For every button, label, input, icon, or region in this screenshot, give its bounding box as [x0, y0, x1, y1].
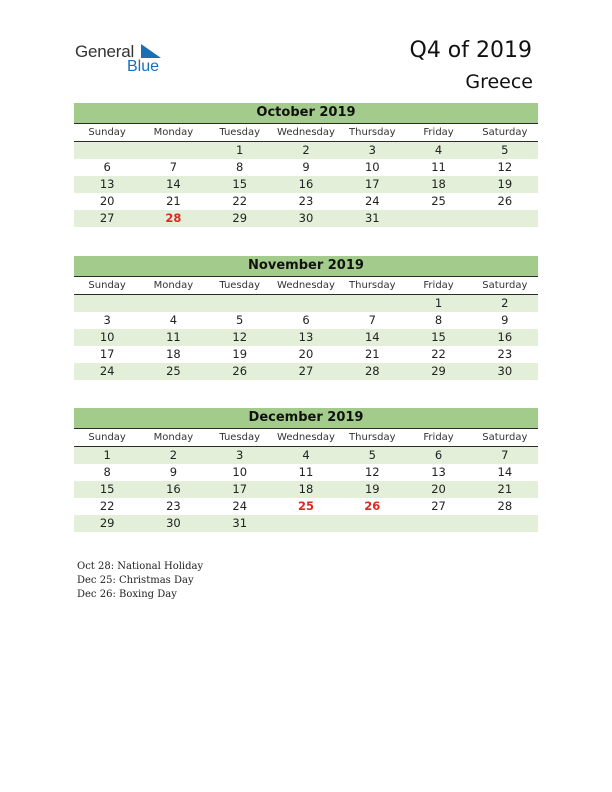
empty-date-cell [405, 210, 471, 227]
week-row [74, 464, 538, 481]
holiday-date-cell: 25 [297, 499, 314, 513]
date-cell: 6 [302, 313, 310, 327]
date-cell: 13 [99, 177, 115, 191]
weekday-label: Sunday [88, 432, 126, 443]
date-cell: 12 [364, 465, 380, 479]
date-cell: 23 [497, 347, 513, 361]
date-cell: 9 [302, 160, 310, 174]
empty-date-cell [207, 295, 273, 312]
date-cell: 27 [99, 211, 115, 225]
date-cell: 16 [497, 330, 513, 344]
date-cell: 18 [431, 177, 446, 191]
weekday-label: Thursday [349, 280, 396, 291]
date-cell: 21 [166, 194, 181, 208]
date-cell: 13 [298, 330, 314, 344]
weekday-label: Sunday [88, 127, 126, 138]
week-row [74, 515, 538, 532]
date-cell: 25 [431, 194, 446, 208]
empty-date-cell [273, 295, 339, 312]
empty-date-cell [472, 515, 538, 532]
weekday-label: Thursday [349, 432, 396, 443]
date-cell: 22 [431, 347, 446, 361]
month-calendar-october [74, 103, 538, 227]
week-row [74, 346, 538, 363]
date-cell: 2 [501, 296, 509, 310]
date-cell: 11 [431, 160, 446, 174]
date-cell: 14 [166, 177, 181, 191]
date-cell: 6 [434, 448, 443, 462]
date-cell: 29 [99, 516, 115, 530]
date-cell: 2 [169, 448, 178, 462]
date-cell: 25 [166, 364, 181, 378]
week-row [74, 481, 538, 498]
holiday-date-cell: 26 [364, 499, 381, 513]
empty-date-cell [472, 210, 538, 227]
date-cell: 8 [103, 465, 111, 479]
date-cell: 24 [364, 194, 380, 208]
holiday-note: Oct 28: National Holiday [77, 561, 204, 572]
date-cell: 16 [298, 177, 314, 191]
date-cell: 21 [497, 482, 513, 496]
date-cell: 2 [302, 143, 310, 157]
week-row [74, 142, 538, 159]
weekday-header-row [74, 429, 538, 447]
date-cell: 14 [364, 330, 380, 344]
date-cell: 15 [431, 330, 446, 344]
date-cell: 28 [497, 499, 513, 513]
month-title: October 2019 [74, 103, 538, 124]
date-cell: 30 [497, 364, 513, 378]
date-cell: 15 [232, 177, 248, 191]
country-name: Greece [465, 71, 533, 93]
date-cell: 5 [368, 448, 376, 462]
empty-date-cell [273, 515, 339, 532]
empty-date-cell [405, 515, 471, 532]
date-cell: 4 [434, 143, 443, 157]
empty-date-cell [74, 142, 140, 159]
empty-date-cell [339, 295, 405, 312]
weekday-header-row [74, 124, 538, 142]
date-cell: 3 [103, 313, 111, 327]
date-cell: 31 [232, 516, 248, 530]
date-cell: 15 [99, 482, 115, 496]
month-title: November 2019 [74, 256, 538, 277]
date-cell: 9 [169, 465, 178, 479]
date-cell: 17 [99, 347, 115, 361]
date-cell: 5 [501, 143, 509, 157]
empty-date-cell [339, 515, 405, 532]
logo-general-text: General [75, 42, 135, 61]
date-cell: 19 [232, 347, 248, 361]
date-cell: 7 [501, 448, 509, 462]
weekday-label: Tuesday [219, 127, 261, 138]
date-cell: 19 [364, 482, 380, 496]
week-row [74, 329, 538, 346]
date-cell: 18 [298, 482, 314, 496]
holiday-note: Dec 25: Christmas Day [77, 575, 194, 586]
date-cell: 17 [364, 177, 380, 191]
weekday-label: Thursday [349, 127, 396, 138]
date-cell: 1 [103, 448, 111, 462]
empty-date-cell [140, 142, 206, 159]
empty-date-cell [74, 295, 140, 312]
week-row [74, 210, 538, 227]
date-cell: 8 [434, 313, 443, 327]
weekday-label: Monday [153, 127, 194, 138]
date-cell: 11 [298, 465, 314, 479]
date-cell: 28 [364, 364, 380, 378]
date-cell: 4 [302, 448, 310, 462]
weekday-label: Friday [423, 127, 454, 138]
date-cell: 12 [497, 160, 513, 174]
page-title: Q4 of 2019 [409, 38, 532, 63]
date-cell: 27 [298, 364, 314, 378]
date-cell: 5 [236, 313, 244, 327]
week-row [74, 312, 538, 329]
month-calendar-december [74, 408, 538, 532]
date-cell: 23 [166, 499, 181, 513]
date-cell: 1 [236, 143, 244, 157]
weekday-label: Monday [153, 432, 194, 443]
date-cell: 1 [434, 296, 443, 310]
date-cell: 10 [232, 465, 248, 479]
date-cell: 16 [166, 482, 181, 496]
date-cell: 4 [169, 313, 178, 327]
date-cell: 18 [166, 347, 181, 361]
empty-date-cell [140, 295, 206, 312]
date-cell: 26 [232, 364, 248, 378]
weekday-label: Monday [153, 280, 194, 291]
date-cell: 26 [497, 194, 513, 208]
date-cell: 20 [298, 347, 314, 361]
date-cell: 23 [298, 194, 314, 208]
date-cell: 22 [99, 499, 115, 513]
date-cell: 14 [497, 465, 513, 479]
week-row [74, 176, 538, 193]
general-blue-logo [75, 42, 175, 78]
date-cell: 21 [364, 347, 380, 361]
month-calendar-november [74, 256, 538, 380]
weekday-label: Tuesday [219, 432, 261, 443]
week-row [74, 447, 538, 464]
date-cell: 29 [232, 211, 248, 225]
weekday-label: Saturday [482, 127, 528, 138]
weekday-label: Tuesday [219, 280, 261, 291]
weekday-label: Sunday [88, 280, 126, 291]
weekday-label: Friday [423, 280, 454, 291]
date-cell: 9 [501, 313, 509, 327]
date-cell: 7 [368, 313, 376, 327]
date-cell: 13 [431, 465, 446, 479]
date-cell: 20 [431, 482, 446, 496]
date-cell: 8 [236, 160, 244, 174]
holiday-note: Dec 26: Boxing Day [77, 589, 177, 600]
week-row [74, 498, 538, 515]
logo-flag-icon [141, 44, 161, 58]
week-row [74, 295, 538, 312]
week-row [74, 193, 538, 210]
date-cell: 6 [103, 160, 111, 174]
date-cell: 12 [232, 330, 248, 344]
weekday-header-row [74, 277, 538, 295]
date-cell: 20 [99, 194, 115, 208]
weekday-label: Wednesday [277, 127, 335, 138]
weekday-label: Saturday [482, 432, 528, 443]
holiday-notes [77, 560, 203, 602]
holiday-date-cell: 28 [165, 211, 182, 225]
date-cell: 30 [298, 211, 314, 225]
date-cell: 10 [364, 160, 380, 174]
date-cell: 17 [232, 482, 248, 496]
date-cell: 19 [497, 177, 513, 191]
date-cell: 22 [232, 194, 248, 208]
month-title: December 2019 [74, 408, 538, 429]
date-cell: 27 [431, 499, 446, 513]
weekday-label: Friday [423, 432, 454, 443]
date-cell: 11 [166, 330, 181, 344]
date-cell: 10 [99, 330, 115, 344]
week-row [74, 159, 538, 176]
weekday-label: Wednesday [277, 432, 335, 443]
date-cell: 31 [364, 211, 380, 225]
weekday-label: Wednesday [277, 280, 335, 291]
date-cell: 3 [368, 143, 376, 157]
date-cell: 24 [232, 499, 248, 513]
week-row [74, 363, 538, 380]
weekday-label: Saturday [482, 280, 528, 291]
date-cell: 3 [236, 448, 244, 462]
date-cell: 29 [431, 364, 446, 378]
logo-blue-text: Blue [127, 58, 160, 75]
date-cell: 7 [169, 160, 178, 174]
date-cell: 30 [166, 516, 181, 530]
date-cell: 24 [99, 364, 115, 378]
